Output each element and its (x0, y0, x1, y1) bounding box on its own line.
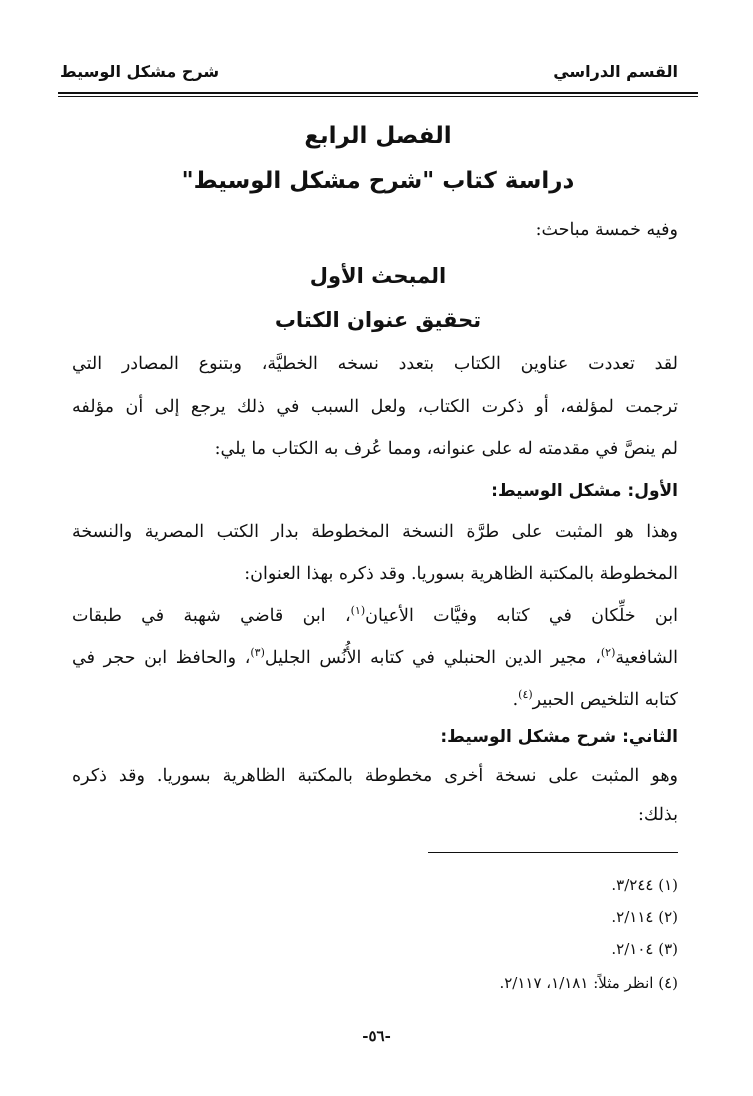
footnote-ref: (٤) (518, 688, 533, 701)
paragraph-2-line-1: وهذا هو المثبت على طرَّة النسخة المخطوطة بدار الكتب المصرية والنسخة (72, 522, 678, 542)
subtopic-title: تحقيق عنوان الكتاب (274, 308, 482, 332)
study-title: دراسة كتاب "شرح مشكل الوسيط" (181, 168, 575, 194)
paragraph-3-line-3: كتابه التلخيص الحبير$^{(٤)}$. (512, 688, 678, 710)
intro-line: وفيه خمسة مباحث: (535, 220, 678, 240)
running-header-book: شرح مشكل الوسيط (60, 62, 220, 81)
footnote-separator (428, 852, 678, 853)
paragraph-1-line-1: لقد تعددت عناوين الكتاب بتعدد نسخه الخطيَّة، وبتنوع المصادر التي (72, 354, 678, 374)
first-title-heading: الأول: مشكل الوسيط: (491, 481, 678, 501)
paragraph-4-line-1: وهو المثبت على نسخة أخرى مخطوطة بالمكتبة الظاهرية بسوريا. وقد ذكره (72, 766, 678, 786)
chapter-title: الفصل الرابع (304, 123, 452, 149)
second-title-heading: الثاني: شرح مشكل الوسيط: (440, 727, 678, 747)
topic-title: المبحث الأول (309, 264, 447, 288)
running-header-section: القسم الدراسي (553, 62, 678, 81)
paragraph-4-line-2: بذلك: (637, 805, 678, 825)
header-rule (58, 92, 698, 94)
footnote-1: (١) ٣/٢٤٤. (611, 876, 678, 894)
paragraph-1-line-3: لم ينصَّ في مقدمته له على عنوانه، ومما عُرف به الكتاب ما يلي: (214, 439, 678, 459)
footnote-ref: (٢) (600, 646, 616, 659)
footnote-ref: (٣) (250, 646, 265, 659)
paragraph-1-line-2: ترجمت لمؤلفه، أو ذكرت الكتاب، ولعل السبب في ذلك يرجع إلى أن مؤلفه (72, 397, 678, 417)
paragraph-2-line-2: المخطوطة بالمكتبة الظاهرية بسوريا. وقد ذكره بهذا العنوان: (244, 564, 678, 584)
header-rule-thin (58, 96, 698, 97)
footnote-2: (٢) ٢/١١٤. (611, 908, 678, 926)
page-number: -٥٦- (362, 1027, 391, 1045)
footnote-ref: (١) (350, 604, 366, 617)
paragraph-3-line-2: الشافعية$^{(٢)}$، مجير الدين الحنبلي في كتابه الأُنُس الجليل$^{(٣)}$، والحافظ ابن حجر في (72, 646, 678, 668)
footnote-4: (٤) انظر مثلاً: ١/١٨١، ٢/١١٧. (499, 974, 678, 992)
paragraph-3-line-1: ابن خلِّكان في كتابه وفيَّات الأعيان$^{(١)}$، ابن قاضي شهبة في طبقات (72, 604, 678, 626)
footnote-3: (٣) ٢/١٠٤. (611, 940, 678, 958)
